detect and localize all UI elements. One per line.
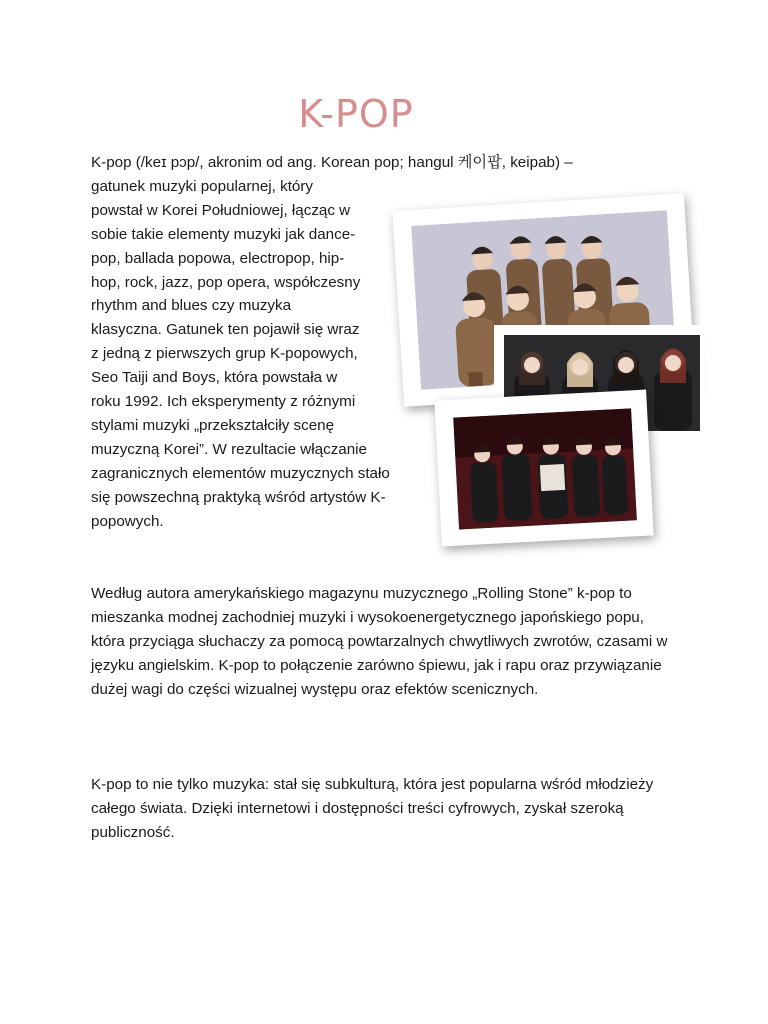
intro-line: Seo Taiji and Boys, która powstała w [91, 369, 338, 387]
intro-line: rhythm and blues czy muzyka [91, 297, 292, 315]
group-photo-3 [434, 390, 653, 547]
group-photo-3-image [453, 408, 637, 529]
intro-line: z jedną z pierwszych grup K-popowych, [91, 345, 358, 363]
intro-line: gatunek muzyki popularnej, który [91, 177, 314, 195]
intro-line: hop, rock, jazz, pop opera, współczesny [91, 273, 361, 291]
intro-line: się powszechną praktyką wśród artystów K- [91, 488, 386, 506]
intro-line: zagranicznych elementów muzycznych stało [91, 464, 390, 482]
intro-line: klasyczna. Gatunek ten pojawił się wraz [91, 321, 360, 339]
intro-line: K-pop (/keɪ pɔp/, akronim od ang. Korean pop; hangul 케이팝, keipab) – [91, 154, 573, 171]
paragraph-2: Według autora amerykańskiego magazynu muzycznego „Rolling Stone” k-pop to mieszanka modnej zachodniej muzyki i wysokoenergetycznego japońskiego popu, która przyciąga słuchaczy za pomocą powtarzalnych chwytliwych zwrotów, czasami w języku angielskim. K-pop to połączenie zarówno śpiewu, jak i rapu oraz przywiązanie dużej wagi do części wizualnej występu oraz efektów scenicznych. [91, 585, 668, 698]
intro-line: pop, ballada popowa, electropop, hip- [91, 249, 345, 267]
intro-line: popowych. [91, 512, 164, 530]
intro-line: powstał w Korei Południowej, łącząc w [91, 201, 351, 219]
intro-line: roku 1992. Ich eksperymenty z różnymi [91, 393, 356, 411]
paragraph-3: K-pop to nie tylko muzyka: stał się subkulturą, która jest popularna wśród młodzieży całego świata. Dzięki internetowi i dostępności treści cyfrowych, zyskał szeroką publiczność. [91, 776, 654, 841]
page-title: K-POP [298, 92, 414, 136]
intro-line: stylami muzyki „przekształciły scenę [91, 416, 335, 434]
intro-line: muzyczną Korei”. W rezultacie włączanie [91, 440, 368, 458]
intro-line: sobie takie elementy muzyki jak dance- [91, 225, 356, 243]
